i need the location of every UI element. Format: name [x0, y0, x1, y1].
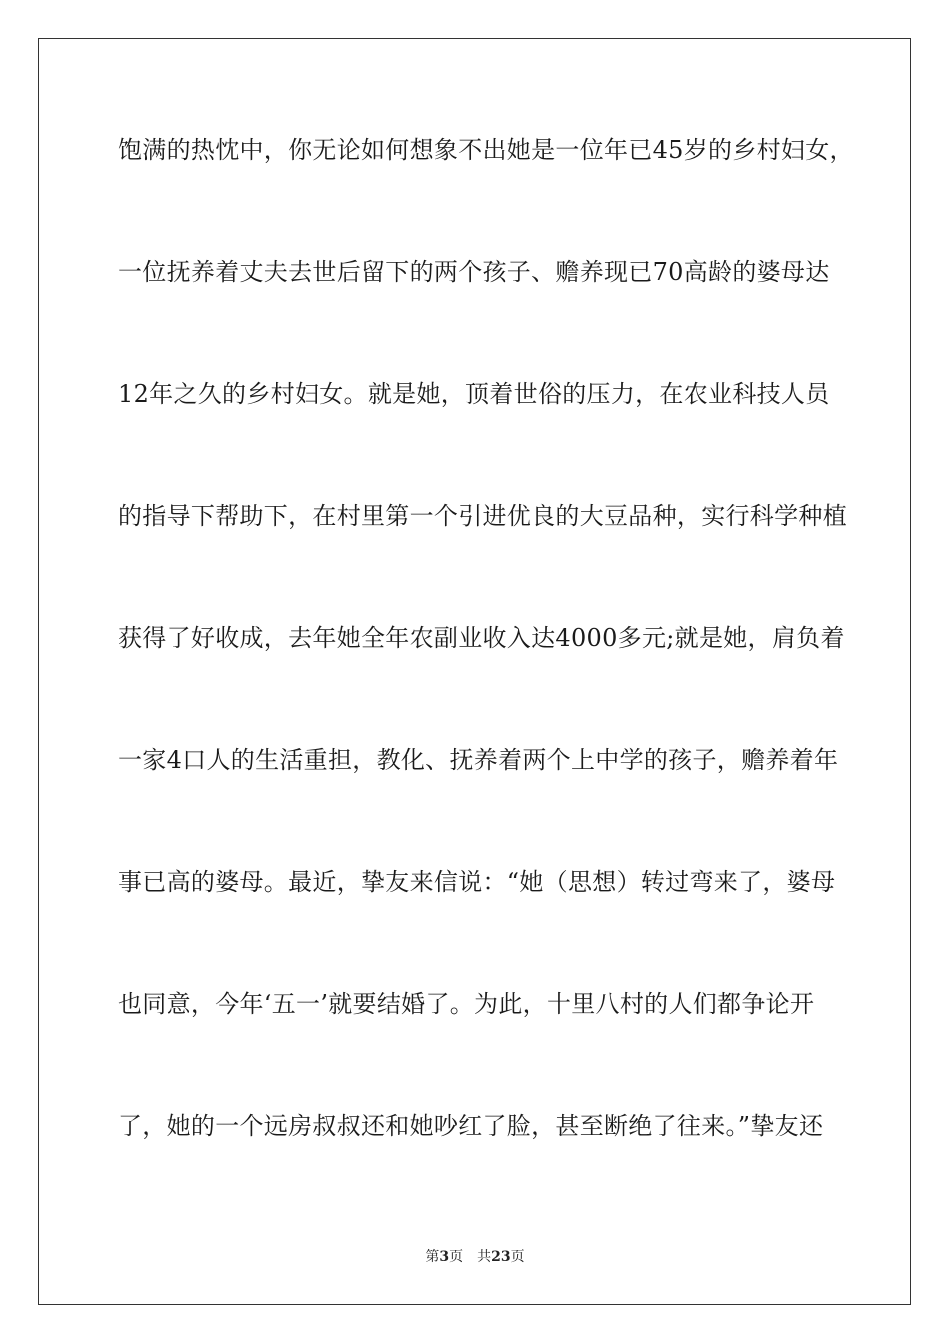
- total-suffix: 页: [510, 1249, 525, 1265]
- text-line: 获得了好收成，去年她全年农副业收入达4000多元;就是她，肩负着: [118, 624, 845, 652]
- text-line: 的指导下帮助下，在村里第一个引进优良的大豆品种，实行科学种植: [118, 502, 847, 530]
- document-body: [118, 126, 854, 1224]
- text-line: 一位抚养着丈夫去世后留下的两个孩子、赡养现已70高龄的婆母达: [118, 258, 830, 286]
- text-line: 了，她的一个远房叔叔还和她吵红了脸，甚至断绝了往来。”挚友还: [118, 1112, 824, 1140]
- page-suffix: 页: [449, 1249, 464, 1265]
- page-number: 3: [439, 1249, 450, 1265]
- page-prefix: 第: [425, 1249, 440, 1265]
- total-pages: 23: [491, 1249, 511, 1265]
- text-line: 12年之久的乡村妇女。就是她，顶着世俗的压力，在农业科技人员: [118, 380, 830, 408]
- total-prefix: 共: [477, 1249, 492, 1265]
- page-footer: [0, 1247, 950, 1267]
- text-line: 一家4口人的生活重担，教化、抚养着两个上中学的孩子，赡养着年: [118, 746, 839, 774]
- text-line: 事已高的婆母。最近，挚友来信说：“她（思想）转过弯来了，婆母: [118, 868, 836, 896]
- text-line: 也同意，今年‘五一’就要结婚了。为此，十里八村的人们都争论开: [118, 990, 815, 1018]
- text-line: 饱满的热忱中，你无论如何想象不出她是一位年已45岁的乡村妇女，: [118, 136, 854, 164]
